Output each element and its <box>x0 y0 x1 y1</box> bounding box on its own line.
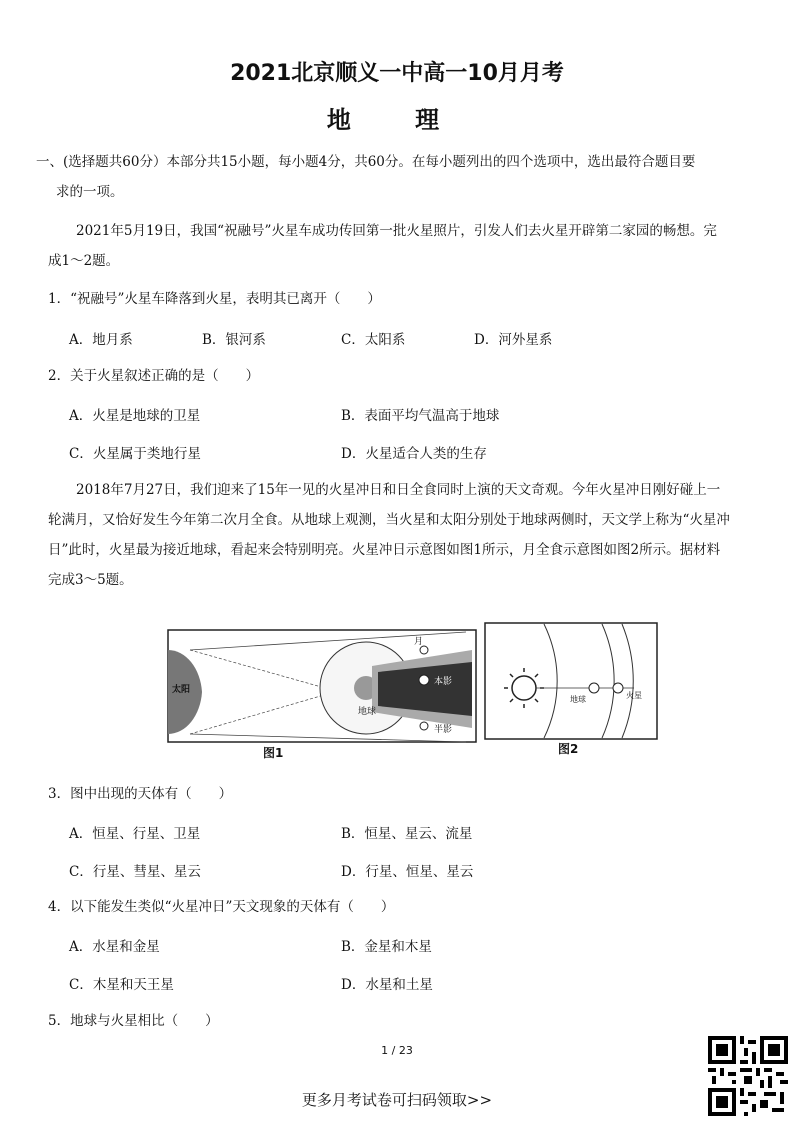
page-title: 2021北京顺义一中高一10月月考 <box>230 61 564 86</box>
question-4-option-b: B．金星和木星 <box>341 939 432 955</box>
figure-1 <box>166 628 478 764</box>
material1-line2: 成1～2题。 <box>48 253 120 269</box>
question-3-option-a: A．恒星、行星、卫星 <box>69 826 201 842</box>
mars-label: 火星 <box>626 691 642 700</box>
figure-2-caption: 图2 <box>558 742 579 756</box>
earth-shape-2 <box>589 683 599 693</box>
mars-opposition-diagram <box>166 628 478 764</box>
figure-2 <box>484 622 658 756</box>
question-2-option-b: B．表面平均气温高于地球 <box>341 408 500 424</box>
question-4-stem: 4．以下能发生类似“火星冲日”天文现象的天体有（ ） <box>48 899 395 915</box>
question-1-option-d: D．河外星系 <box>474 332 553 348</box>
question-4-option-c: C．木星和天王星 <box>69 977 174 993</box>
promo-link-text[interactable]: 更多月考试卷可扫码领取>> <box>301 1091 493 1109</box>
mars-shape <box>613 683 623 693</box>
question-2-option-d: D．火星适合人类的生存 <box>341 446 487 462</box>
moon-label: 月 <box>414 637 424 647</box>
qr-code-icon[interactable] <box>708 1036 788 1116</box>
material1-line1: 2021年5月19日，我国“祝融号”火星车成功传回第一批火星照片，引发人们去火星开辟第二家园的畅想。完 <box>76 223 717 239</box>
sun-label: 太阳 <box>172 685 191 695</box>
question-1-stem: 1．“祝融号”火星车降落到火星，表明其已离开（ ） <box>48 291 381 307</box>
material2-line3: 日”此时，火星最为接近地球，看起来会特别明亮。火星冲日示意图如图1所示，月全食示意图如图2所示。据材料 <box>48 542 721 558</box>
question-3-option-d: D．行星、恒星、星云 <box>341 864 474 880</box>
earth-label-2: 地球 <box>570 695 586 704</box>
sun-shape-2 <box>512 676 536 700</box>
question-4-option-a: A．水星和金星 <box>69 939 160 955</box>
lunar-eclipse-diagram <box>484 622 658 756</box>
umbra-label: 本影 <box>434 677 453 687</box>
question-1-option-b: B．银河系 <box>202 332 266 348</box>
question-1-option-c: C．太阳系 <box>341 332 406 348</box>
penumbra-label: 半影 <box>434 725 453 735</box>
question-2-stem: 2．关于火星叙述正确的是（ ） <box>48 368 260 384</box>
question-3-option-b: B．恒星、星云、流星 <box>341 826 473 842</box>
section-instructions-line1: 一、(选择题共60分）本部分共15小题，每小题4分，共60分。在每小题列出的四个选项中，选出最符合题目要 <box>36 154 696 170</box>
earth-label: 地球 <box>358 707 377 717</box>
material2-line4: 完成3～5题。 <box>48 572 133 588</box>
material2-line2: 轮满月，又恰好发生今年第二次月全食。从地球上观测，当火星和太阳分别处于地球两侧时，天文学上称为“火星冲 <box>48 512 730 528</box>
question-2-option-a: A．火星是地球的卫星 <box>69 408 201 424</box>
question-2-option-c: C．火星属于类地行星 <box>69 446 201 462</box>
figure-1-caption: 图1 <box>263 746 284 760</box>
question-5-stem: 5．地球与火星相比（ ） <box>48 1013 219 1029</box>
question-1-option-a: A．地月系 <box>69 332 133 348</box>
question-3-option-c: C．行星、彗星、星云 <box>69 864 201 880</box>
question-3-stem: 3．图中出现的天体有（ ） <box>48 786 233 802</box>
material2-line1: 2018年7月27日，我们迎来了15年一见的火星冲日和日全食同时上演的天文奇观。今年火星冲日刚好碰上一 <box>76 482 721 498</box>
section-instructions-line2: 求的一项。 <box>56 184 124 200</box>
subject-title: 地 理 <box>326 105 468 134</box>
question-4-option-d: D．水星和土星 <box>341 977 433 993</box>
page-number: 1 / 23 <box>381 1044 413 1057</box>
